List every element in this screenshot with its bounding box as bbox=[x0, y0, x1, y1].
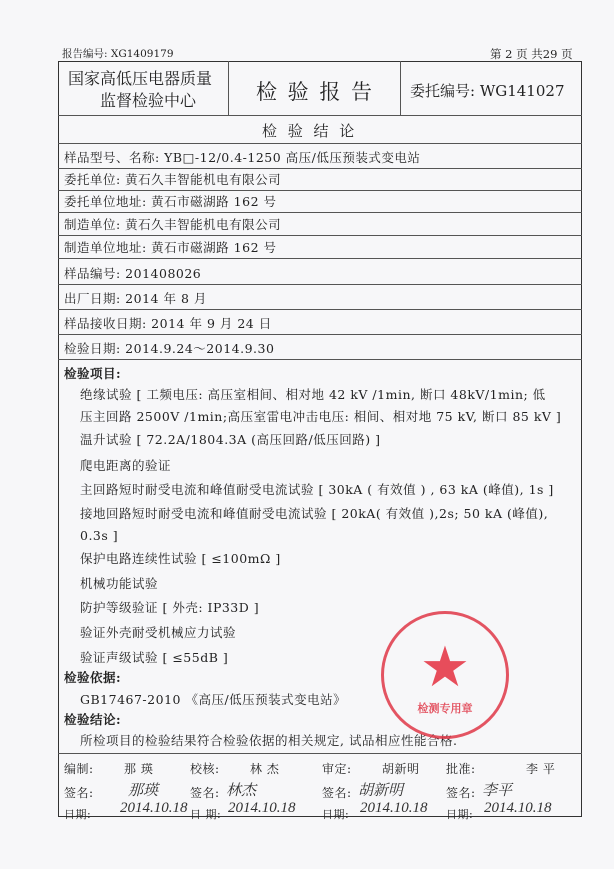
conclusion-text: 所检项目的检验结果符合检验依据的相关规定, 试品相应性能合格. bbox=[80, 733, 458, 748]
handwritten-signature: 胡新明 bbox=[358, 783, 404, 799]
role-label: 批准: bbox=[446, 762, 476, 776]
test-item: 绝缘试验 [ 工频电压: 高压室相间、相对地 42 kV /1min, 断口 48kV/1min; 低 bbox=[80, 387, 546, 402]
signer-name: 那 瑛 bbox=[124, 762, 154, 776]
report-number: 报告编号: XG1409179 bbox=[62, 48, 174, 60]
basis-text: GB17467-2010 《高压/低压预装式变电站》 bbox=[80, 692, 347, 707]
field-row: 样品接收日期: 2014 年 9 月 24 日 bbox=[64, 316, 272, 331]
divider bbox=[58, 168, 582, 169]
signer-name: 李 平 bbox=[526, 762, 556, 776]
test-item: 防护等级验证 [ 外壳: IP33D ] bbox=[80, 600, 260, 615]
divider bbox=[58, 258, 582, 259]
date-label: 日期: bbox=[64, 808, 92, 821]
handwritten-signature: 李平 bbox=[482, 783, 513, 799]
org-name-line2: 监督检验中心 bbox=[100, 91, 197, 110]
role-label: 校核: bbox=[190, 762, 220, 776]
test-item: 0.3s ] bbox=[80, 528, 119, 543]
divider bbox=[228, 61, 229, 115]
handwritten-date: 2014.10.18 bbox=[120, 800, 188, 816]
divider bbox=[58, 212, 582, 213]
field-row: 制造单位: 黄石久丰智能机电有限公司 bbox=[64, 217, 282, 232]
role-label: 审定: bbox=[322, 762, 352, 776]
section-title: 检 验 结 论 bbox=[262, 122, 358, 140]
field-row: 委托单位: 黄石久丰智能机电有限公司 bbox=[64, 172, 282, 187]
conclusion-label: 检验结论: bbox=[64, 712, 122, 727]
test-item: 机械功能试验 bbox=[80, 576, 159, 591]
field-row: 委托单位地址: 黄石市磁湖路 162 号 bbox=[64, 194, 277, 209]
entrust-number: 委托编号: WG141027 bbox=[410, 82, 565, 100]
test-item: 验证外壳耐受机械应力试验 bbox=[80, 625, 237, 640]
field-row: 样品编号: 201408026 bbox=[64, 266, 202, 281]
role-label: 编制: bbox=[64, 762, 94, 776]
divider bbox=[58, 115, 582, 116]
test-item: 爬电距离的验证 bbox=[80, 458, 172, 473]
test-item: 压主回路 2500V /1min;高压室雷电冲击电压: 相间、相对地 75 kV, 断口 85 kV ] bbox=[80, 409, 562, 424]
test-item: 验证声级试验 [ ≤55dB ] bbox=[80, 650, 229, 665]
handwritten-signature: 那瑛 bbox=[128, 783, 159, 799]
handwritten-date: 2014.10.18 bbox=[484, 800, 552, 816]
field-row: 样品型号、名称: YB□-12/0.4-1250 高压/低压预装式变电站 bbox=[64, 150, 421, 165]
date-label: 日期: bbox=[322, 808, 350, 821]
divider bbox=[58, 235, 582, 236]
field-row: 检验日期: 2014.9.24～2014.9.30 bbox=[64, 341, 275, 356]
report-title: 检 验 报 告 bbox=[256, 80, 375, 104]
field-row: 制造单位地址: 黄石市磁湖路 162 号 bbox=[64, 240, 277, 255]
handwritten-date: 2014.10.18 bbox=[228, 800, 296, 816]
sign-label: 签名: bbox=[190, 786, 220, 800]
page-number: 第 2 页 共29 页 bbox=[490, 47, 573, 61]
official-seal-stamp bbox=[381, 611, 509, 739]
star-icon: ★ bbox=[419, 635, 471, 700]
handwritten-signature: 林杰 bbox=[226, 783, 257, 799]
divider bbox=[58, 190, 582, 191]
date-label: 日 期: bbox=[190, 808, 222, 821]
field-row: 出厂日期: 2014 年 8 月 bbox=[64, 291, 207, 306]
items-label: 检验项目: bbox=[64, 366, 122, 381]
divider bbox=[58, 284, 582, 285]
test-item: 温升试验 [ 72.2A/1804.3A (高压回路/低压回路) ] bbox=[80, 432, 381, 447]
divider bbox=[58, 334, 582, 335]
signer-name: 林 杰 bbox=[250, 762, 280, 776]
divider bbox=[58, 143, 582, 144]
basis-label: 检验依据: bbox=[64, 670, 122, 685]
divider bbox=[58, 309, 582, 310]
test-item: 接地回路短时耐受电流和峰值耐受电流试验 [ 20kA( 有效值 ),2s; 50 kA (峰值), bbox=[80, 506, 549, 521]
test-item: 主回路短时耐受电流和峰值耐受电流试验 [ 30kA ( 有效值 ) , 63 kA (峰值), 1s ] bbox=[80, 482, 554, 497]
sign-label: 签名: bbox=[64, 786, 94, 800]
sign-label: 签名: bbox=[322, 786, 352, 800]
seal-text: 检测专用章 bbox=[417, 702, 473, 715]
sign-label: 签名: bbox=[446, 786, 476, 800]
signer-name: 胡新明 bbox=[382, 762, 420, 776]
test-item: 保护电路连续性试验 [ ≤100mΩ ] bbox=[80, 551, 281, 566]
org-name-line1: 国家高低压电器质量 bbox=[68, 69, 213, 88]
divider bbox=[58, 753, 582, 754]
divider bbox=[400, 61, 401, 115]
handwritten-date: 2014.10.18 bbox=[360, 800, 428, 816]
divider bbox=[58, 359, 582, 360]
date-label: 日期: bbox=[446, 808, 474, 821]
